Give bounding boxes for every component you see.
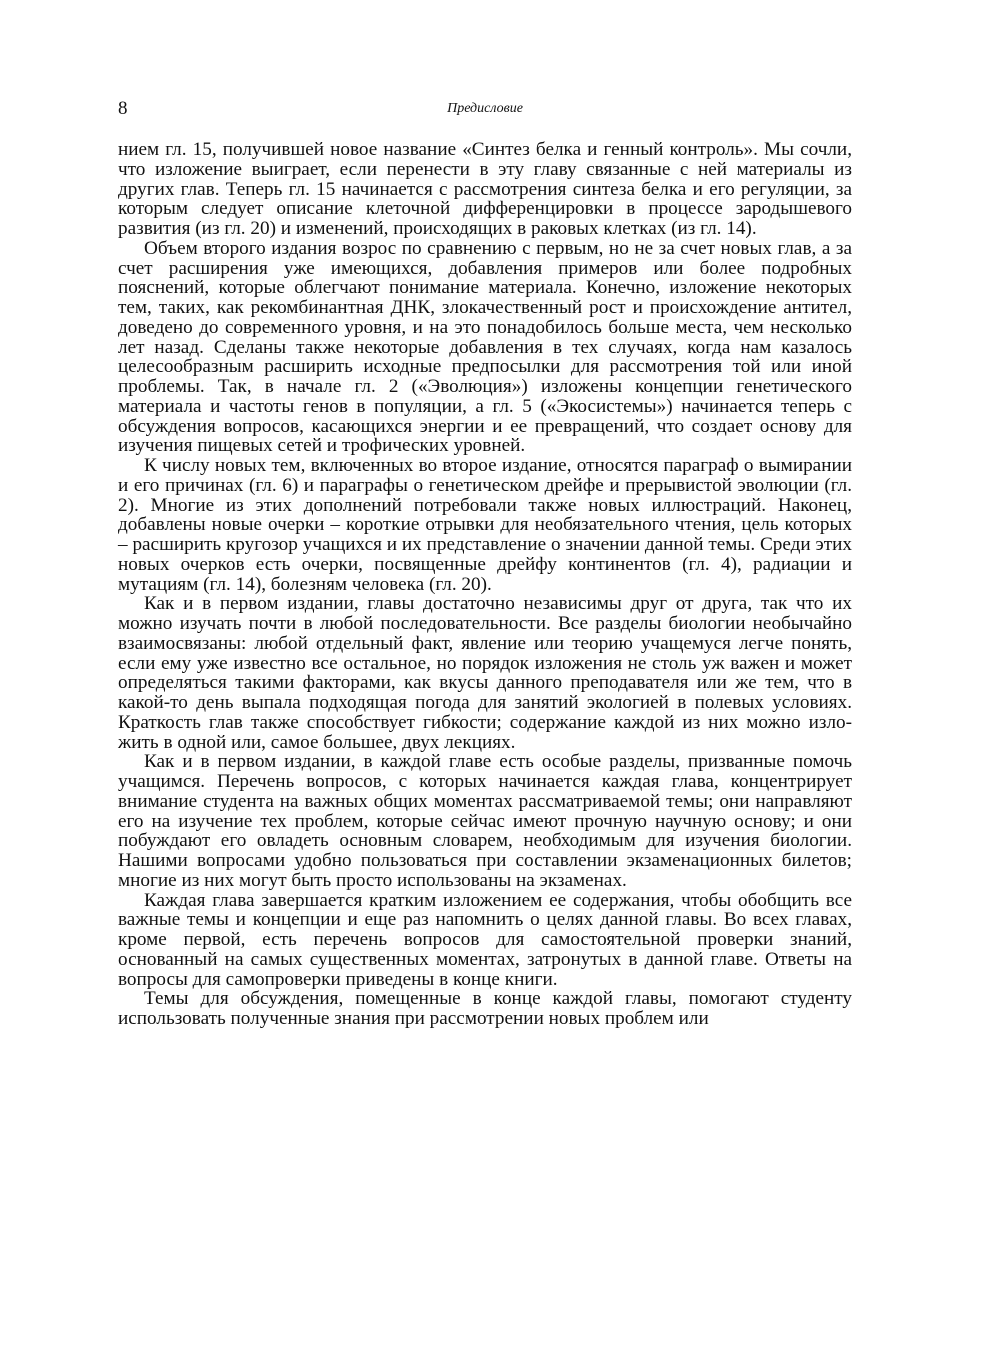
- paragraph: Темы для обсуждения, помещенные в конце каждой главы, помогают студенту использовать полученные знания при рассмотрении новых проблем или: [118, 988, 852, 1029]
- page-header: [118, 98, 852, 128]
- page-number: 8: [118, 98, 128, 119]
- paragraph: Каждая глава завершается кратким изложением ее содержания, чтобы обобщить все важные темы и концепции и еще раз напомнить о целях данной главы. Во всех главах, кроме первой, есть перечень вопросов для самостоятельной проверки знаний, основанный на самых существенных моментах, затронутых в данной главе. Ответы на вопросы для самопроверки приведены в конце книги.: [118, 889, 852, 990]
- book-page: [118, 98, 852, 1029]
- body-text: [118, 140, 852, 1029]
- paragraph: Как и в первом издании, в каждой главе есть особые разделы, призванные помочь учащимся. Перечень вопросов, с которых начинается каждая глава, концентрирует внимание студента на важных общих моментах рассматриваемой темы; они направляют его на изучение тех проблем, которые сейчас имеют прочную научную основу; и они побуждают его овладеть основным словарем, необходимым для изучения биологии. Нашими вопросами удобно пользоваться при составлении экзаменационных билетов; многие из них могут быть просто использованы на экзаменах.: [118, 751, 852, 891]
- paragraph: К числу новых тем, включенных во второе издание, относятся параграф о вымирании и его причинах (гл. 6) и параграфы о генетическом дрейфе и прерывистой эволюции (гл. 2). Многие из этих дополнений потребовали также новых иллюстраций. Наконец, добавлены новые очерки – короткие отрывки для необязательного чтения, цель которых – расширить кругозор учащихся и их представление о значении данной темы. Среди этих новых очерков есть очерки, посвященные дрейфу континентов (гл. 4), радиации и мутациям (гл. 14), болезням человека (гл. 20).: [118, 455, 852, 595]
- paragraph-continued: нием гл. 15, получившей новое название «Синтез белка и генный контроль». Мы сочли, что изложение выиграет, если перенести в эту главу связанные с ней материалы из других глав. Теперь гл. 15 начинается с рассмотрения синтеза белка и его регуляции, за которым следует описание клеточной дифференцировки в процессе зародышевого развития (из гл. 20) и изменений, происходящих в раковых клетках (из гл. 14).: [118, 139, 852, 239]
- running-title: Предисловие: [447, 101, 523, 116]
- paragraph: Объем второго издания возрос по сравнению с первым, но не за счет новых глав, а за счет расширения уже имеющихся, добавления примеров или более подробных пояснений, которые облегчают понимание материала. Конечно, изложение некоторых тем, таких, как рекомбинантная ДНК, злокачественный рост и происхождение антител, доведено до современного уровня, и на это понадобилось больше места, чем несколько лет назад. Сделаны также некоторые добавления в тех случаях, когда нам казалось целесообразным расширить исходные предпосылки для рассмотрения той или иной проблемы. Так, в начале гл. 2 («Эволюция») изложены концепции генетического материала и частоты генов в популяции, а гл. 5 («Экосистемы») начинается теперь с обсуждения вопросов, касающихся энергии и ее превращений, что создает основу для изучения пищевых сетей и трофических уровней.: [118, 237, 852, 457]
- paragraph: Как и в первом издании, главы достаточно независимы друг от друга, так что их можно изучать почти в любой последовательности. Все разделы биологии необычайно взаимосвязаны: любой отдельный факт, явление или теорию учащемуся легче понять, если ему уже известно все остальное, но порядок изложения не столь уж важен и может определяться такими факторами, как вкусы данного преподавателя или же тем, что в какой-то день выпала подходящая погода для занятий экологией в полевых условиях. Краткость глав также способствует гибкости; содержание каждой из них можно изложить в одной или, самое большее, двух лекциях.: [118, 593, 852, 753]
